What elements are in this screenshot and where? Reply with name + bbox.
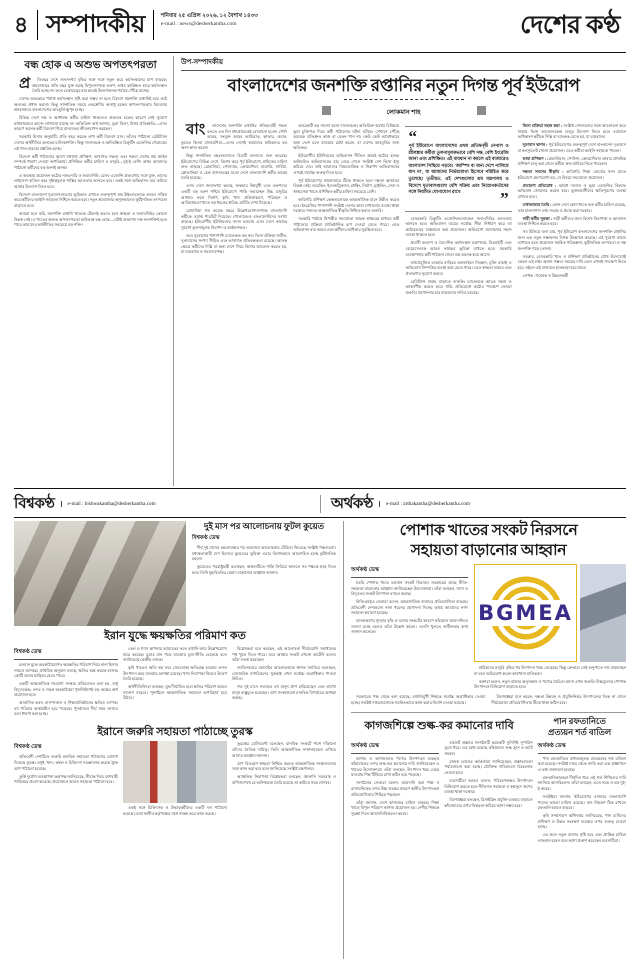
oped-paragraph: সরকার, বেসরকারি খাত ও প্রশিক্ষণ প্রতিষ্ঠানের যৌথ উদ্যোগেই কেবল এই লক্ষ্য অর্জন সম্ভব। সময়ের দাবি মেনে এখনই পদক্ষেপ নিতে হবে, নইলে এই বাজারও হাতছাড়া হয়ে যাবে। [517, 253, 626, 271]
date-block [154, 10, 258, 29]
garment-byline-rule [351, 577, 468, 578]
bottom-zone [14, 521, 626, 959]
world-top-row [14, 521, 336, 626]
oped-point [518, 216, 626, 227]
iran-paragraph: কৃষি খাতেও ক্ষতি কম নয়। সেচব্যবস্থা ক্ষতিগ্রস্ত হওয়ায় ফসল উৎপাদন কমে যাওয়ার আশঙ্কা রয়েছে। খাদ্য নিরাপত্তা নিয়েও উদ্বেগ তৈরি হয়েছে। [123, 665, 227, 682]
paper-col-2 [444, 740, 532, 846]
kuwait-col-cont [232, 646, 336, 719]
turkey-paragraph: একই সঙ্গে চিকিৎসক ও উদ্ধারকর্মীদের একটি দল পাঠানো হয়েছে। তারা স্থানীয় কর্তৃপক্ষের সঙ্গে সমন্বয় করে কাজ করছে। [123, 805, 227, 816]
editorial-body [14, 77, 167, 228]
garment-headline-line1: পোশাক খাতের সংকট নিরসনে [399, 522, 578, 539]
economy-mid-row [351, 694, 626, 708]
economy-bottom-row [351, 740, 626, 846]
editorial-headline: বন্ধ হোক এ অশুভ অপতৎপরতা [24, 60, 157, 71]
oped-point-lead: ভাষা প্রশিক্ষণ : [522, 155, 546, 161]
paper-paragraph: বাজেট প্রস্তাবে সংগঠনটি কয়েকটি সুনির্দিষ্ট সুপারিশ তুলে ধরে। এর মধ্যে রয়েছে কাঁচামালে শুল্ক হ্রাস ও ভ্যাট সমন্বয়। [444, 739, 533, 756]
oped-point [518, 183, 626, 200]
garment-byline: অর্থকণ্ঠ ডেস্ক [351, 567, 380, 573]
oped-point-lead: নারী কর্মীর সুরক্ষা : [522, 215, 553, 221]
oped-point-text: সংশ্লিষ্ট দেশগুলোর সঙ্গে আলোচনা করে ঢাকায় ভিসা আবেদনকেন্দ্র চালুর উদ্যোগ নিতে হবে। বর্তমানে অধিকাংশ কর্মীকে দিল্লি বা ব্যাংকক যেতে হয়, যা ব্যয়বহুল। [517, 123, 626, 140]
oped-point [518, 142, 626, 153]
oped-columns [181, 123, 626, 298]
turkey-paragraph: প্রতিবেশী দেশটিতে জরুরি মানবিক সহায়তা পাঠানোর ঘোষণা দিয়েছে তুরস্ক। ওষুধ, খাদ্য, কম্বল ও চিকিৎসা সরঞ্জামসহ কয়েক ট্রাক ত্রাণ পাঠানো হয়েছে। [14, 754, 118, 771]
oped-author: লোকমান শাহ [386, 109, 421, 116]
paper-byline-rule [351, 753, 439, 754]
betel-paragraph: পান রফতানিতে বাধ্যতামূলক প্রত্যয়নের শর্ত বাতিল করা হয়েছে। সংশ্লিষ্ট দপ্তর থেকে জারি করা এক প্রজ্ঞাপনে এ তথ্য জানানো হয়েছে। [537, 755, 626, 772]
iran-byline-rule [14, 659, 118, 660]
kuwait-paragraph: আঞ্চলিক নিরাপত্তা বিশ্লেষকরা বলছেন, জ্বালানি সরবরাহ ও বাণিজ্যপথে যে অনিশ্চয়তা তৈরি হয়েছে তা কাটতে সময় লাগবে। [232, 774, 336, 785]
oped-headline: বাংলাদেশের জনশক্তি রপ্তানির নতুন দিগন্ত পূর্ব ইউরোপ [227, 76, 580, 95]
editorial-paragraph: সরকারি হিসাব অনুযায়ী, প্রতি বছর কয়েক লাখ কর্মী বিদেশে যান। তাঁদের পাঠানো রেমিট্যান্স দেশের অর্থনীতির অন্যতম চালিকাশক্তি। কিন্তু দালালচক্র ও অনিবন্ধিত রিক্রুটিং এজেন্সির দৌরাত্ম্যে এই খাত বারবার প্রশ্নবিদ্ধ হচ্ছে। [14, 134, 167, 151]
iran-headline: ইরান যুদ্ধে ক্ষয়ক্ষতির পরিমাণ কত [104, 630, 246, 642]
iran-col-1 [14, 646, 118, 719]
iran-byline: বিশ্বকণ্ঠ ডেস্ক [14, 649, 42, 655]
garment-text-col [351, 564, 468, 692]
paper-paragraph: তাঁরা জানান, দেশে কাগজের চাহিদা বাড়ছে। শিক্ষা খাতে বিপুল পরিমাণ কাগজ প্রয়োজন হয়। দেশীয় শিল্পকে সুরক্ষা দিলে আমদানিনির্ভরতা কমবে। [351, 799, 440, 816]
oped-point-text: কারিগরি শিক্ষা বোর্ডের সনদ যাতে ইউরোপে গ্রহণযোগ্য হয়, সে বিষয়ে সমঝোতা প্রয়োজন। [517, 169, 626, 180]
oped-paragraph: সরকারি পর্যায়ে দ্বিপক্ষীয় সমঝোতা স্মারক স্বাক্ষরের মাধ্যমে কর্মী পাঠানোর প্রক্রিয়া প্রাতিষ্ঠানিক রূপ দেওয়া যেতে পারে। এতে অভিবাসন ব্যয় কমবে এবং কর্মীদের অধিকার সুরক্ষিত হবে। [293, 216, 400, 233]
oped-point-text: পূর্ব ইউরোপের গুরুত্বপূর্ণ দেশে বাংলাদেশ দূতাবাস বা কনস্যুলেট খোলা প্রয়োজন। এতে কর্মীরা আইনি সহায়তা পাবেন। [517, 142, 627, 153]
garment-cont-col-1 [351, 694, 486, 708]
bgmea-wordmark: BGMEA [478, 601, 573, 625]
section-bar-rule [14, 517, 626, 518]
oped-paragraph: আরেকটি বড় সমস্যা হলো দালালচক্র। অতিরিক্ত অর্থের বিনিময়ে ভুয়া চুক্তিপত্র দিয়ে কর্মী পাঠানোর ঘটনা ঘটছে। সেখানে পৌঁছে অনেকে প্রতিশ্রুত কাজ বা বেতন পান না। কেউ কেউ অবৈধভাবে অন্য দেশে চলে যাওয়ার চেষ্টা করেন, যা দেশের ভাবমূর্তির জন্য ক্ষতিকর। [293, 123, 400, 151]
economy-top-row [351, 564, 626, 692]
oped-point-text: নারী কর্মীদের জন্য বিশেষ নিরাপত্তা ও আবাসন ব্যবস্থা নিশ্চিত করতে হবে। [517, 215, 627, 227]
pull-quote [405, 126, 511, 212]
oped-paragraph: তথ্যপ্রযুক্তির ব্যবহার বাড়িয়ে অনলাইনে নিবন্ধন, চুক্তি যাচাই ও অভিযোগ নিষ্পত্তির ব্যবস্থা করা যেতে পারে। এতে স্বচ্ছতা বাড়বে এবং প্রতারণার সুযোগ কমবে। [405, 259, 512, 276]
section-name-economy: অর্থকণ্ঠ [331, 496, 373, 512]
oped-kicker: উপ-সম্পাদকীয় [181, 58, 224, 66]
garment-media-row [474, 564, 626, 662]
betel-headline-line2: প্রত্যয়ন শর্ত বাতিল [547, 726, 612, 737]
oped-point-lead: প্রতারণা প্রতিরোধ : [522, 182, 557, 188]
iran-paragraph: তেল ও গ্যাস স্থাপনায় আঘাতের ফলে রপ্তানি আয় উল্লেখযোগ্য হারে কমেছে। মুদ্রার মান পড়ে যাওয়ায় মূল্যস্ফীতি বেড়েছে বলে জানিয়েছে কেন্দ্রীয় ব্যাংক। [123, 646, 227, 663]
oped-paragraph: বাংলাদেশের জনশক্তি রপ্তানির ঐতিহ্যবাহী গন্তব্য বলতে এত দিন মধ্যপ্রাচ্যকেই বোঝানো হতো। সৌদি আরব, সংযুক্ত আরব আমিরাত, কাতার, ওমান, কুয়েত কিংবা মালয়েশিয়া—এসব দেশেই আমাদের শ্রমিকদের বড় অংশ কাজ করেন। [181, 122, 288, 151]
oped-point-text: অবৈধ দালাল ও ভুয়া এজেন্সির বিরুদ্ধে অভিযান জোরদার করতে হবে। ভুক্তভোগীদের ক্ষতিপূরণের ব্যবস্থা রাখতে হবে। [517, 182, 626, 200]
iran-damage-photo [14, 521, 186, 626]
paper-paragraph: সংগঠনের নেতারা বলেন, আমদানি করা পাল্প ও রাসায়নিকের ওপর উচ্চ শুল্কের কারণে স্থানীয় উৎপাদকরা প্রতিযোগিতায় পিছিয়ে পড়ছেন। [351, 780, 440, 797]
oped-paragraph: রোমানিয়া গত কয়েক বছরে উল্লেখযোগ্যসংখ্যক বাংলাদেশি কর্মীকে ওয়ার্ক পারমিট দিয়েছে। পোল্যান্ডেও বাংলাদেশিদের সংখ্যা বাড়ছে। ইউরোপীয় ইউনিয়নের সদস্য হওয়ায় এসব দেশে কাজের সুযোগ তুলনামূলক নিরাপদ ও আইনসম্মত। [181, 208, 288, 230]
iran-paragraph: একটি আন্তর্জাতিক গবেষণা সংস্থার প্রতিবেদনে বলা হয়, শুধু বিদ্যুৎকেন্দ্র, বন্দর ও সড়ক অবকাঠামো পুনর্নির্মাণেই বড় অঙ্কের অর্থ প্রয়োজন হবে। [14, 681, 118, 698]
oped-paragraph: কারিগরি প্রশিক্ষণ কেন্দ্রগুলোকে আন্তর্জাতিক মানে উন্নীত করতে হবে। ইংরেজির পাশাপাশি সংশ্লিষ্ট দেশের ভাষা শেখানোর ব্যবস্থা থাকা দরকার। সনদের আন্তর্জাতিক স্বীকৃতি নিশ্চিত করাও জরুরি। [293, 197, 400, 214]
editorial-column [14, 56, 174, 486]
oped-author-note: লেখক : গবেষক ও উন্নয়নকর্মী [522, 273, 569, 279]
garment-paragraph: ব্যাংকঋণের সুদহার বৃদ্ধি ও ডলার সংকটের কারণে কাঁচামাল আমদানিতে সমস্যা হচ্ছে বলেও তাঁরা উল্লেখ করেন। এলসি খুলতে জটিলতার কথা জানান অনেকে। [351, 618, 468, 635]
oped-paragraph: পূর্ব ইউরোপের শ্রমবাজারে টিকে থাকতে হলে দক্ষতা অর্জনের বিকল্প নেই। ওয়েল্ডিং, ইলেকট্রিক্যাল, প্লাম্বিং, নির্মাণ, ড্রাইভিং, সেবা ও স্বাস্থ্যসেবা খাতে প্রশিক্ষিত কর্মীর চাহিদা সবচেয়ে বেশি। [293, 177, 400, 195]
publication-date: শনিবার ২৫ এপ্রিল ২০২৬, ১২ বৈশাখ ১৪৩৩ [160, 13, 258, 19]
masthead-rule [14, 52, 626, 53]
oped-paragraph: বেসরকারি রিক্রুটিং এজেন্সিগুলোকেও জবাবদিহির আওতায় আনতে হবে। অভিবাসন ব্যয়ের সর্বোচ্চ সীমা নির্ধারণ করে তা কঠোরভাবে বাস্তবায়ন করা প্রয়োজন। অভিযোগ জানানোর সহজ ব্যবস্থা থাকতে হবে। [405, 215, 512, 238]
turkey-col-3 [232, 741, 336, 819]
garment-paragraph: বিশেষজ্ঞরা মনে করেন, দক্ষতা উন্নয়ন ও প্রযুক্তিনির্ভর উৎপাদনের দিকে না গেলে দীর্ঘমেয়াদে প্রতিযোগিতায় টিকে থাকা কঠিন হবে। [491, 694, 626, 705]
economy-section [344, 521, 626, 959]
masthead [14, 10, 626, 50]
oped-paragraph: তবে সুযোগের পাশাপাশি চ্যালেঞ্জও কম নয়। ভিসা প্রক্রিয়া জটিল, দূতাবাসের সংখ্যা সীমিত এবং ভাষাগত প্রতিবন্ধকতা রয়েছে। অনেক ক্ষেত্রে কর্মীদের দিল্লি বা অন্য দেশে গিয়ে ভিসার আবেদন করতে হয়, যা ব্যয়বহুল ও সময়সাপেক্ষ। [181, 232, 288, 255]
oped-point [518, 202, 626, 213]
oped-paragraph: এসব দেশে জনসংখ্যা কমছে, জন্মহার নিম্নমুখী এবং তরুণদের একটি বড় অংশ পশ্চিম ইউরোপে পাড়ি জমাচ্ছেন উচ্চ মজুরির আশায়। ফলে নির্মাণ, কৃষি, খাদ্য প্রক্রিয়াকরণ, পরিবহন ও আতিথেয়তা খাতে বড় ধরনের শ্রমিক–ঘাটতি দেখা দিয়েছে। [181, 183, 288, 206]
garment-media-col [474, 564, 626, 692]
kuwait-package [192, 521, 336, 626]
betel-headline-wrap [533, 716, 626, 738]
garment-paragraph: বক্তারা বলেন, নতুন বাজার অনুসন্ধান ও পণ্যের বৈচিত্র্য আনা এখন জরুরি। উচ্চমূল্যের পোশাক উৎপাদনে বিনিয়োগ বাড়াতে হবে। [474, 678, 626, 690]
turkey-headline: ইরানে জরুরি সহায়তা পাঠাচ্ছে তুরস্ক [97, 726, 253, 739]
oped-point-lead: ভিসা প্রক্রিয়া সহজ করা : [522, 123, 563, 128]
turkey-col-1 [14, 741, 118, 819]
oped-byline-block [181, 99, 626, 119]
editorial-paragraph: দেশের অভ্যন্তরে পর্যাপ্ত কর্মসংস্থান সৃষ্টি করা সম্ভব না হলে বিদেশে শ্রমশক্তি রপ্তানিই হয়ে ওঠে অন্যতম প্রধান ভরসা। কিন্তু সাম্প্রতিক সময়ে একশ্রেণির অসাধু চক্রের অপতৎপরতায় বিদেশের শ্রমবাজারে বাংলাদেশের ভাবমূর্তি ক্ষুণ্ন হচ্ছে। [14, 96, 167, 113]
world-bottom-row [14, 741, 336, 819]
oped-col-2 [293, 123, 399, 298]
betel-headline-line1: পান রফতানিতে [553, 715, 606, 726]
world-section [14, 521, 344, 959]
oped-paragraph: প্রবাসী কল্যাণ ও বৈদেশিক কর্মসংস্থান মন্ত্রণালয়, বিএমইটি এবং বোয়েসেলকে আরও কার্যকর ভূমিকা রাখতে হবে। সরকারি ব্যবস্থাপনায় কর্মী পাঠানো গেলে ব্যয় অনেক কমে আসে। [405, 240, 512, 257]
iran-package [14, 521, 186, 626]
paper-headline: কাগজশিল্পে শুল্ক-কর কমানোর দাবি [364, 719, 514, 732]
bgmea-logo [475, 565, 576, 661]
byline-rule [344, 99, 464, 100]
editorial-paragraph: আমরা মনে করি, জনশক্তি রপ্তানি খাতকে টেকসই করতে হলে স্বচ্ছতা ও জবাবদিহির কোনো বিকল্প নেই। এ খাতের অশুভ অপতৎপরতা অবিলম্বে বন্ধ হোক—এটাই প্রত্যাশা। দক্ষ জনশক্তিই হতে পারে আমাদের অর্থনীতির সবচেয়ে বড় শক্তি। [14, 210, 167, 228]
page-number: ৪ [14, 12, 29, 37]
betel-byline-rule [538, 753, 626, 754]
economy-bottom-headlines [351, 716, 626, 738]
oped-paragraph: সব মিলিয়ে বলা যায়, পূর্ব ইউরোপ বাংলাদেশের জনশক্তি রপ্তানির জন্য এক নতুন সম্ভাবনার দিগন্ত উন্মোচন করেছে। এই সুযোগ কাজে লাগাতে হলে প্রয়োজন সমন্বিত পরিকল্পনা, কূটনৈতিক তৎপরতা ও দক্ষ জনশক্তি গড়ে তোলা। [517, 229, 626, 251]
top-zone [14, 56, 626, 486]
iran-paragraph: আবাসিক ভবন, হাসপাতাল ও শিক্ষাপ্রতিষ্ঠানের ক্ষতিও ব্যাপক। বহু পরিবার আশ্রয়হীন হয়ে পড়েছে। পুনর্বাসনে দীর্ঘ সময় লাগবে বলে ধারণা করা হচ্ছে। [14, 700, 118, 717]
bgmea-logo-photo [474, 564, 577, 662]
section-email-economy: e-mail : arthakantha@desherkantha.com [379, 501, 470, 507]
betel-byline: অর্থকণ্ঠ ডেস্ক [537, 742, 566, 749]
paper-headline-wrap [351, 716, 527, 738]
turkey-paragraph: ত্রাণ বিতরণে স্বচ্ছতা নিশ্চিত করতে আন্তর্জাতিক সংস্থাগুলোর সঙ্গে কাজ করা হবে বলে জানিয়েছে সংশ্লিষ্ট মন্ত্রণালয়। [232, 760, 336, 772]
iran-col-2 [123, 646, 227, 719]
turkey-byline: বিশ্বকণ্ঠ ডেস্ক [14, 744, 42, 751]
oped-point [518, 169, 626, 180]
kuwait-paragraph: জাতিসংঘের মহাসচিব আলোচনাকে স্বাগত জানিয়ে বলেছেন, বেসামরিক নাগরিকদের সুরক্ষাই এখন সর্বোচ্চ অগ্রাধিকার পাওয়া উচিত। [232, 665, 336, 682]
turkey-relief-truck-photo [123, 741, 227, 803]
newspaper-brand: দেশের কণ্ঠ [520, 12, 620, 39]
decor-square-left [322, 106, 331, 115]
section-name-world: বিশ্বকণ্ঠ [14, 496, 55, 512]
garment-paragraph: তৈরি পোশাক খাতে চলমান সংকট নিরসনে সরকারের কাছে নীতি-সহায়তা বাড়ানোর আহ্বান জানিয়েছেন উদ্যোক্তারা। তাঁরা বলছেন, গ্যাস ও বিদ্যুতের সংকট উৎপাদন ব্যাহত করছে। [351, 580, 468, 597]
oped-point-lead: দক্ষতা সনদের স্বীকৃতি : [522, 169, 564, 175]
oped-kicker-rule [181, 70, 626, 71]
oped-section [174, 56, 626, 486]
oped-point [518, 156, 626, 167]
oped-col-4 [518, 123, 626, 298]
oped-col-3 [405, 123, 511, 298]
iran-paragraph: অর্থনীতিবিদরা বলছেন, যুদ্ধ দীর্ঘায়িত হলে ক্ষতির পরিমাণ আরও বহুগুণ বাড়বে। পুনর্গঠনে আন্তর্জাতিক সহায়তা অপরিহার্য হয়ে উঠবে। [123, 684, 227, 701]
masthead-email: e-mail : news@desherkantha.com [160, 21, 237, 27]
kuwait-byline: বিশ্বকণ্ঠ ডেস্ক [192, 535, 220, 541]
paper-paragraph: রাজস্ব বোর্ডের কর্মকর্তারা জানিয়েছেন, প্রস্তাবগুলো পর্যালোচনা করা হচ্ছে। যৌক্তিক দাবিগুলো বিবেচনায় নেওয়া হবে। [444, 758, 533, 776]
betel-paragraph: সংশ্লিষ্টরা জানান, ইউরোপের বাজারে বাংলাদেশি পানের ভালো চাহিদা রয়েছে। মান নিয়ন্ত্রণ ঠিক রাখলে রফতানি আরও বাড়বে। [537, 794, 626, 811]
oped-col-1 [181, 123, 287, 298]
paper-col-1 [351, 740, 439, 846]
kuwait-paragraph: কুয়েতের পররাষ্ট্রমন্ত্রী বলেছেন, অঞ্চলটিতে শান্তি ফিরিয়ে আনতে সব পক্ষকে ছাড় দিতে হবে। তিনি যুদ্ধবিরতির মেয়াদ বাড়ানোর আহ্বান জানান। [192, 564, 336, 575]
paper-paragraph: কাগজ ও কাগজজাত পণ্যের উৎপাদনে ব্যবহৃত কাঁচামালের ওপর শুল্ক-কর কমানোর দাবি জানিয়েছেন এ খাতের উদ্যোক্তারা। তাঁরা বলছেন, উৎপাদন খরচ বেড়ে যাওয়ায় শিল্প টিকিয়ে রাখা কঠিন হয়ে পড়েছে। [351, 755, 440, 778]
editorial-paragraph: এ অবস্থায় প্রয়োজন কঠোর নজরদারি ও জবাবদিহি। যেসব এজেন্সি প্রতারণার সঙ্গে যুক্ত, তাদের লাইসেন্স বাতিল করে দৃষ্টান্তমূলক শাস্তির আওতায় আনতে হবে। একই সঙ্গে অভিবাসন ব্যয় কমিয়ে আনার উদ্যোগ নিতে হবে। [14, 172, 167, 189]
oped-paragraph: রেমিট্যান্স প্রবাহ বাড়াতে ব্যাংকিং চ্যানেলকে আরও সহজ ও আকর্ষণীয় করতে হবে। হুন্ডি প্রতিরোধে কঠোর পদক্ষেপ নেওয়া জরুরি। প্রণোদনার হার বাড়ানোর দাবিও রয়েছে। [405, 278, 512, 295]
kuwait-paragraph: দীর্ঘ দুই মাসের অচলাবস্থার পর অবশেষে আলোচনার টেবিলে ফিরেছে সংশ্লিষ্ট পক্ষগুলো। মধ্যস্থতাকারী দেশ হিসেবে কুয়েতের ভূমিকা এবার বিশেষভাবে আলোচিত হচ্ছে কূটনৈতিক মহলে। [192, 545, 336, 562]
oped-point-text: কোন দেশে কোন খাতে কত কর্মীর চাহিদা রয়েছে, তার হালনাগাদ তথ্য সংগ্রহ ও প্রচার করা দরকার। [517, 202, 626, 213]
zone-divider-rule [14, 488, 626, 489]
iran-paragraph: চলমান যুদ্ধে অবকাঠামোগত ক্ষয়ক্ষতির পরিমাণ নিয়ে নানা হিসাব সামনে আসছে। প্রাথমিক অনুমান বলছে, ক্ষতির অঙ্ক কয়েক হাজার কোটি ডলার ছাড়িয়ে যেতে পারে। [14, 662, 118, 679]
betel-paragraph: কৃষি সম্প্রসারণ অধিদপ্তর জানিয়েছে, পান চাষিদের প্রশিক্ষণ ও উন্নত সংরক্ষণ ব্যবস্থার ওপর গুরুত্ব দেওয়া হচ্ছে। [537, 813, 626, 830]
section-bar-world [14, 495, 320, 513]
decor-square-right [477, 106, 486, 115]
garment-factory-photo [580, 564, 626, 662]
oped-point-lead: তথ্যভান্ডার তৈরি : [522, 202, 552, 208]
oped-paragraph: ইউরোপীয় ইউনিয়নের অভিবাসন নীতিও ক্রমেই কঠোর হচ্ছে। অনিয়মিত অভিবাসনের হার বেড়ে গেলে সংশ্লিষ্ট দেশ ভিসা ইস্যু কমিয়ে দেয়। তাই আমাদের নিয়মতান্ত্রিক ও নিরাপদ অভিবাসনের ওপরই সর্বোচ্চ গুরুত্ব দিতে হবে। [293, 153, 400, 175]
editorial-paragraph: প্রতিবছর দেশে জনসংখ্যা বৃদ্ধির সঙ্গে সঙ্গে নতুন করে কর্মসংস্থানের চাপ বাড়ছে। শ্রমবাজারে প্রতি বছর যুক্ত হচ্ছে বিপুলসংখ্যক তরুণ, অথচ কাঙ্ক্ষিত হারে কর্মসংস্থান তৈরি হচ্ছে না। ফলে বেকারত্বের হার ক্রমেই উদ্বেগজনক পর্যায়ে পৌঁছে যাচ্ছে। [19, 76, 167, 94]
editorial-paragraph: বিভিন্ন দেশে দক্ষ ও আধাদক্ষ কর্মীর চাহিদা থাকলেও প্রতারক চক্রের কারণে সেই সুযোগ যথাযথভাবে কাজে লাগানো যাচ্ছে না। অতিরিক্ত অর্থ আদায়, ভুয়া ভিসা, মিথ্যা প্রতিশ্রুতি—এসব কারণে অনেক কর্মী বিদেশে গিয়ে মানবেতর জীবনযাপন করছেন। [14, 115, 167, 132]
betel-col [538, 740, 626, 846]
section-bars [14, 493, 626, 515]
garment-paragraph: শ্রমিকদের মজুরি বৃদ্ধির পর উৎপাদন খরচ বেড়েছে। কিন্তু ক্রেতারা সেই অনুপাতে দাম বাড়াচ্ছেন না বলে অভিযোগ করেন কারখানা মালিকরা। [474, 665, 626, 676]
betel-paragraph: রফতানিকারকরা দীর্ঘদিন ধরে এই শর্ত শিথিলের দাবি জানিয়ে আসছিলেন। তাঁরা বলছেন, এতে সময় ও ব্যয় দুই-ই কমবে। [537, 774, 626, 792]
kuwait-headline: দুই মাস পর আলোচনায় ফুটল কুয়েত [204, 521, 324, 531]
oped-paragraph: কিন্তু সাম্প্রতিক বছরগুলোতে চিত্রটি বদলাতে শুরু করেছে। ইউরোপের বিভিন্ন দেশে, বিশেষ করে পূর্ব ইউরোপে, শ্রমিকের চাহিদা দ্রুত বাড়ছে। রোমানিয়া, পোল্যান্ড, ক্রোয়েশিয়া, হাঙ্গেরি, সার্বিয়া, স্লোভাকিয়া ও চেক প্রজাতন্ত্রের মতো দেশে বাংলাদেশি কর্মীর আগ্রহ তৈরি হয়েছে। [181, 153, 288, 181]
kuwait-paragraph: গত দুই মাসে সংঘাতে বহু মানুষ প্রাণ হারিয়েছেন এবং লাখো মানুষ বাস্তুচ্যুত হয়েছেন। ত্রাণ সংস্থাগুলো মানবিক বিপর্যয়ের আশঙ্কা করছে। [232, 684, 336, 701]
oped-point [518, 123, 626, 140]
paper-paragraph: বিশেষজ্ঞরা বলছেন, রিসাইক্লিং প্রযুক্তি ব্যবহার বাড়ালে কাঁচামালের ওপর নির্ভরতা কমিয়ে আনা সম্ভব হবে। [444, 797, 533, 808]
editorial-paragraph: বিদেশে বাংলাদেশ দূতাবাসগুলোর ভূমিকাও এখানে গুরুত্বপূর্ণ। শ্রম উইংগুলোকে আরও সক্রিয় করে কর্মীদের আইনি সহায়তা নিশ্চিত করতে হবে। নতুন শ্রমবাজার অনুসন্ধানেও কূটনৈতিক তৎপরতা বাড়াতে হবে। [14, 191, 167, 208]
paper-byline: অর্থকণ্ঠ ডেস্ক [351, 742, 380, 749]
editorial-paragraph: বিদেশে কর্মী পাঠানোর আগে যথাযথ প্রশিক্ষণ, ভাষাগত দক্ষতা এবং গন্তব্য দেশের শ্রম আইন সম্পর্কে ধারণা দেওয়া অপরিহার্য। প্রশিক্ষিত কর্মীর চাহিদা ও মজুরি—দুই-ই বেশি। অথচ আমাদের পাঠানো কর্মীদের বড় অংশই অদক্ষ। [14, 153, 167, 170]
economy-divider [351, 712, 626, 713]
paper-paragraph: ব্যবসায়ীরা আরও বলেন, পরিবেশবান্ধব উৎপাদনে বিনিয়োগ করতে হলে নীতিগত সহায়তা ও স্বল্পসুদে ঋণের ব্যবস্থা থাকা দরকার। [444, 778, 533, 795]
quote-close-icon: ” [500, 188, 509, 208]
oped-point-text: রোমানিয়ান, পোলিশ, ক্রোয়েশিয়ান ভাষার প্রাথমিক প্রশিক্ষণ চালু করা গেলে কর্মীরা দ্রুত মানিয়ে নিতে পারবেন। [517, 155, 626, 167]
world-mid-row [14, 646, 336, 719]
garment-paragraph: বিজিএমইএ নেতারা বলেন, আন্তর্জাতিক বাজারে প্রতিযোগিতা বাড়ছে। প্রতিবেশী দেশগুলো নানা ধরনের প্রণোদনা দিচ্ছে, অথচ আমাদের নগদ সহায়তা কমানো হয়েছে। [351, 599, 468, 616]
section-title: সম্পাদকীয় [37, 10, 154, 40]
betel-paragraph: এর ফলে নতুন বাজার সৃষ্টি হবে এবং প্রান্তিক চাষিরা লাভবান হবেন বলে আশা প্রকাশ করেছেন ব্যবসায়ীরা। [537, 832, 626, 843]
turkey-photo-col [123, 741, 227, 819]
garment-paragraph: সরকারের পক্ষ থেকে বলা হয়েছে, রপ্তানিমুখী শিল্পকে সর্বোচ্চ অগ্রাধিকার দেওয়া হচ্ছে। সংশ্লিষ্ট দপ্তরগুলোকে সমন্বিতভাবে কাজ করার নির্দেশ দেওয়া হয়েছে। [351, 694, 486, 705]
turkey-paragraph: তুর্কি দুর্যোগ ব্যবস্থাপনা কর্তৃপক্ষ জানিয়েছে, সীমান্ত দিয়ে ত্রাণবাহী গাড়িবহর প্রবেশ করেছে। প্রয়োজনে আরও সহায়তা পাঠানো হবে। [14, 773, 118, 785]
quote-open-icon: “ [408, 127, 417, 146]
section-email-world: e-mail : bishwakantha@desherkantha.com [61, 501, 156, 507]
section-bar-economy [320, 495, 626, 513]
oped-point-lead: দূতাবাস স্থাপন : [522, 142, 548, 148]
kuwait-paragraph: বিশ্লেষকরা মনে করছেন, এই আলোচনা দীর্ঘমেয়াদি সমাধানের পথ খুলে দিতে পারে। তবে আস্থার সংকট এখনো কাটেনি বলেও তাঁরা সতর্ক করেছেন। [232, 646, 336, 663]
garment-cont-col-2 [492, 694, 627, 708]
garment-headline-line2: সহায়তা বাড়ানোর আহ্বান [410, 542, 567, 559]
turkey-paragraph: তুরস্কের প্রেসিডেন্ট বলেছেন, মানবিক সংকটে পাশে দাঁড়ানো তাঁদের নৈতিক দায়িত্ব। তিনি আন্তর্জাতিক সম্প্রদায়কেও এগিয়ে আসার আহ্বান জানান। [232, 741, 336, 758]
pull-quote-text: পূর্ব ইউরোপে বাংলাদেশের প্রথম প্রতিদ্বন্দ্বী নেপাল ও শ্রীলঙ্কার কর্মীরা তুলনামূলকভাবে বেশি দক্ষ, বেশি ইংরেজি জানা এবং প্রশিক্ষিত। এই ব্যবধান না কমলে এই বাজারেও বাংলাদেশ পিছিয়ে পড়বে। 'জাম্পিং বা অন্য দেশে পালিয়ে যান না', যা আমাদের নির্ভরযোগ্য হিসেবে পরিচিত করে তুলেছে। তৃতীয়ত, এই দেশগুলোর শ্রম মন্ত্রণালয় ও বিদেশে দূতাবাসগুলো বেশি সক্রিয় এবং নিয়োগকর্তাদের সঙ্গে নিয়মিত যোগাযোগ রাখে [408, 143, 509, 195]
